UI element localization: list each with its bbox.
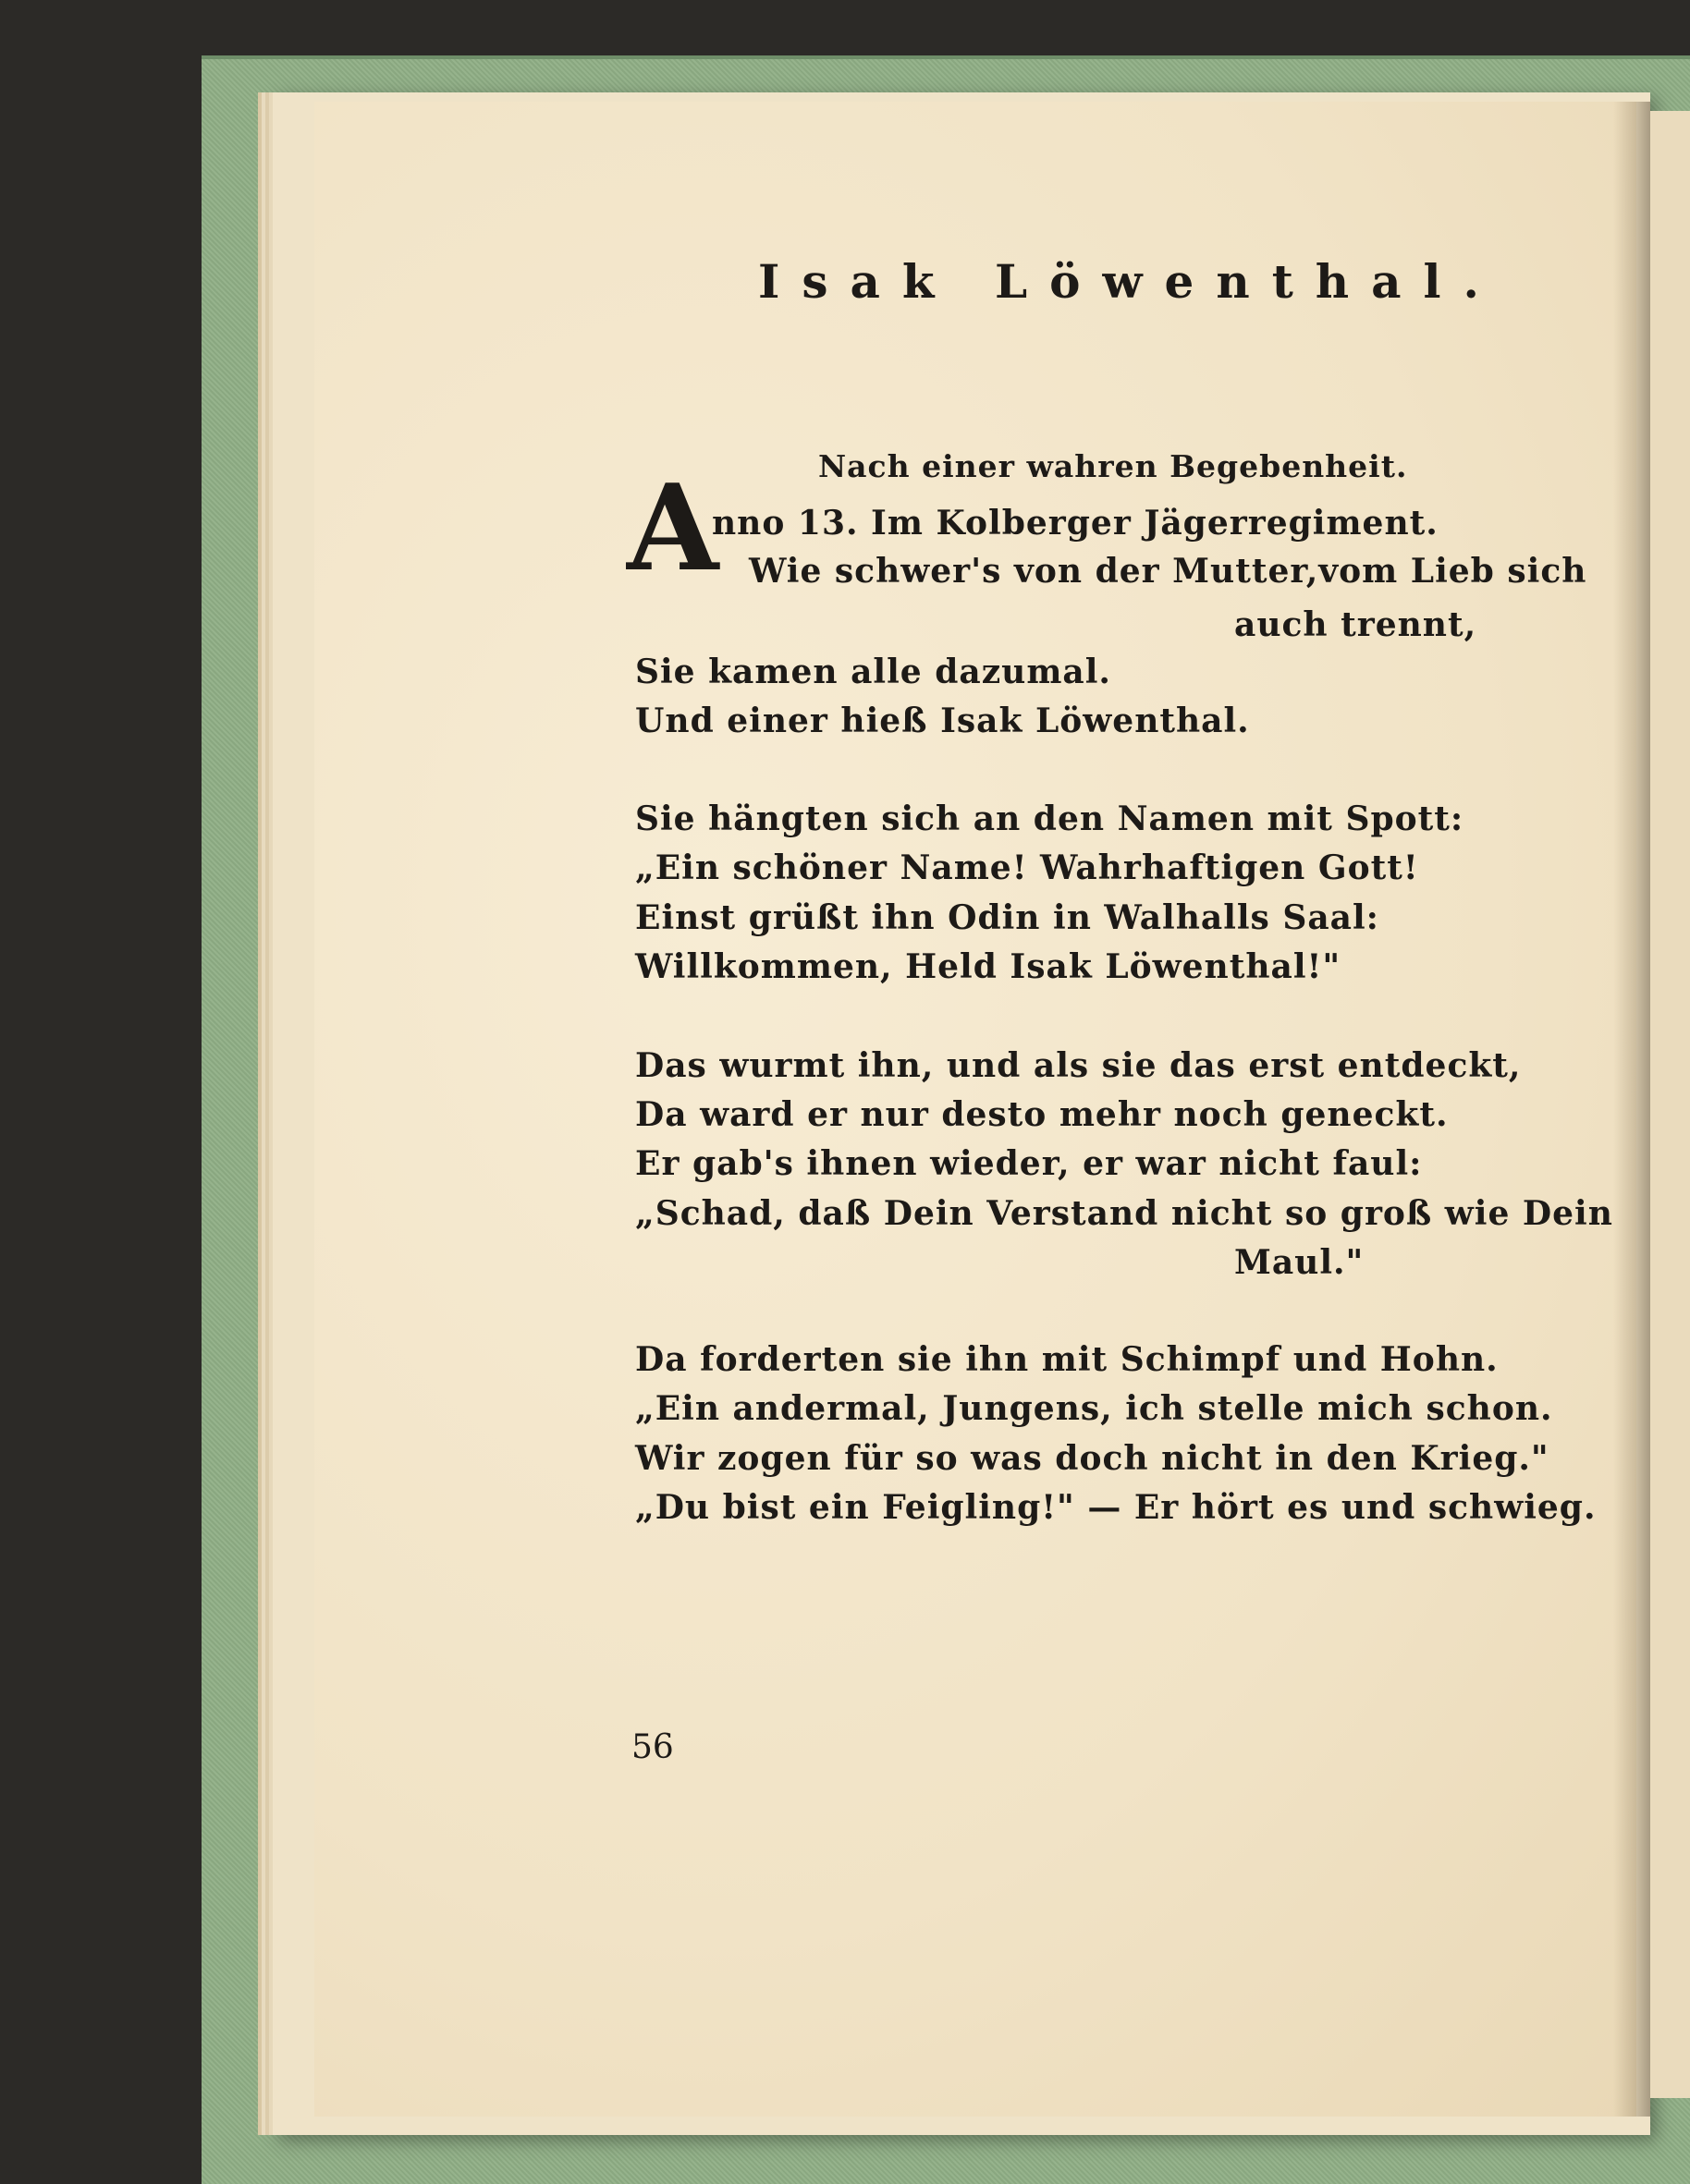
verse-line: Das wurmt ihn, und als sie das erst entdeckt,: [635, 1046, 1522, 1085]
verse-line: Maul.": [1234, 1243, 1365, 1282]
next-page-edge: [1650, 111, 1690, 2098]
drop-cap: A: [627, 459, 719, 598]
verse-line: „Schad, daß Dein Verstand nicht so groß wie Dein: [635, 1194, 1613, 1233]
verse-line: Er gab's ihnen wieder, er war nicht faul:: [635, 1144, 1423, 1183]
verse-line: Sie kamen alle dazumal.: [635, 653, 1111, 691]
verse-line: „Ein schöner Name! Wahrhaftigen Gott!: [635, 848, 1419, 887]
verse-line: Wir zogen für so was doch nicht in den Krieg.": [635, 1439, 1549, 1478]
verse-line: Willkommen, Held Isak Löwenthal!": [635, 947, 1341, 986]
poem-subtitle: Nach einer wahren Begebenheit.: [818, 448, 1408, 484]
verse-line: Sie hängten sich an den Namen mit Spott:: [635, 799, 1464, 838]
book-gutter: [1613, 102, 1650, 2117]
verse-line: Und einer hieß Isak Löwenthal.: [635, 702, 1250, 740]
verse-line: „Ein andermal, Jungens, ich stelle mich schon.: [635, 1389, 1553, 1428]
verse-line: auch trennt,: [1234, 605, 1477, 644]
poem-title: Isak Löwenthal.: [758, 254, 1501, 309]
verse-line: „Du bist ein Feigling!" — Er hört es und schwieg.: [635, 1488, 1597, 1527]
page-number: 56: [631, 1728, 674, 1766]
verse-line: Einst grüßt ihn Odin in Walhalls Saal:: [635, 898, 1379, 937]
verse-line: Da ward er nur desto mehr noch geneckt.: [635, 1095, 1449, 1134]
verse-line: Da forderten sie ihn mit Schimpf und Hohn.: [635, 1340, 1499, 1379]
verse-line: nno 13. Im Kolberger Jägerregiment.: [712, 504, 1439, 543]
verse-line: Wie schwer's von der Mutter,vom Lieb sich: [749, 552, 1587, 591]
